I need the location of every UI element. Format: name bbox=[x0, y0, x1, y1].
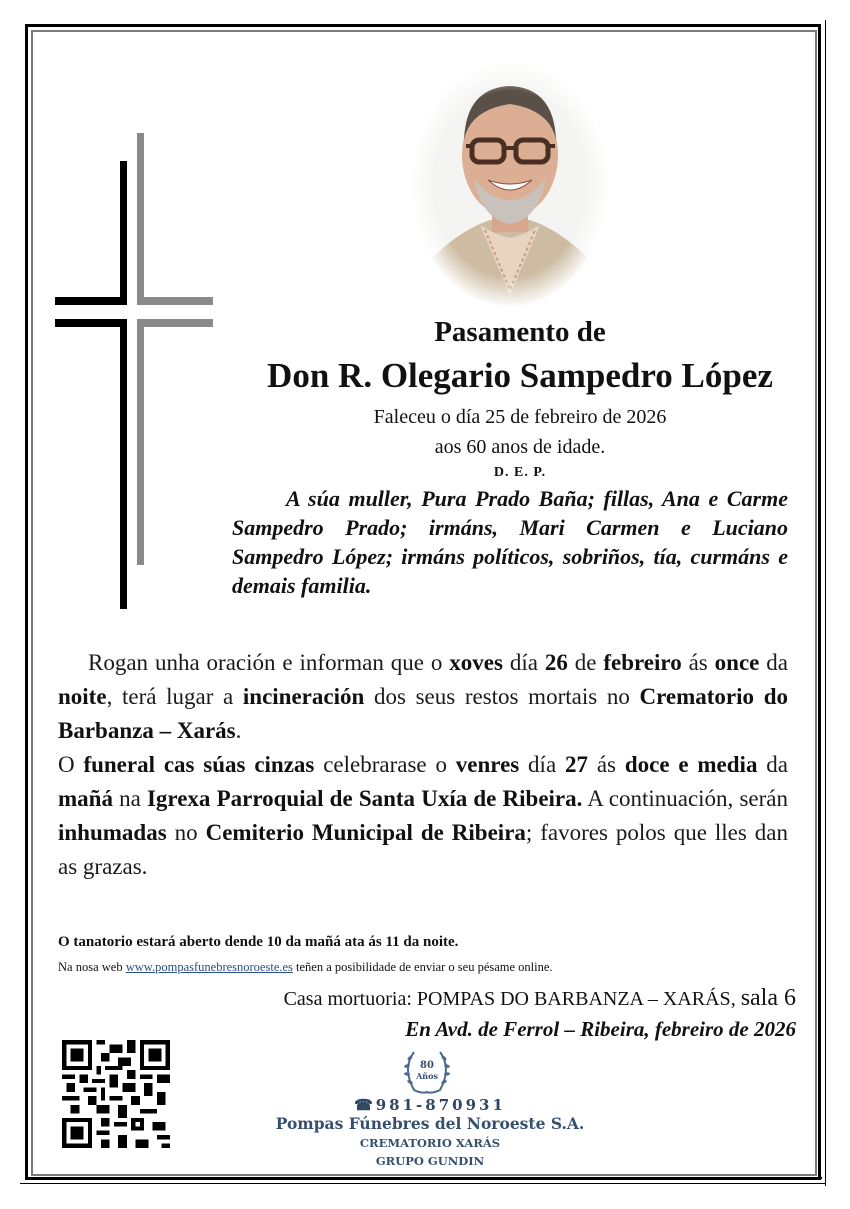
cross-icon bbox=[50, 125, 220, 615]
room-number: sala 6 bbox=[740, 985, 796, 1011]
death-date: Faleceu o día 25 de febreiro de 2026 bbox=[373, 406, 667, 428]
frame-line-right bbox=[825, 20, 826, 1186]
website-link[interactable]: www.pompasfunebresnoroeste.es bbox=[125, 960, 293, 974]
family-text: A súa muller, Pura Prado Baña; fillas, Ana e Carme Sampedro Prado; irmáns, Mari Carmen e Luciano Sampedro López; irmáns políticos, sobriños, tía, curmáns e demais familia. bbox=[232, 486, 788, 598]
service-details bbox=[58, 646, 788, 884]
anniversary-laurel-icon bbox=[398, 1046, 456, 1096]
cremation-paragraph: Rogan unha oración e informan que o xoves día 26 de febreiro ás once da noite, terá lugar a incineración dos seus restos mortais no Crematorio do Barbanza – Xarás. bbox=[58, 650, 788, 743]
qr-code-icon[interactable] bbox=[62, 1040, 170, 1148]
frame-shadow-bottom bbox=[28, 1177, 822, 1179]
family-mourners bbox=[232, 484, 788, 600]
funeral-home-name: POMPAS DO BARBANZA – XARÁS bbox=[416, 988, 731, 1010]
frame-shadow-right bbox=[819, 26, 821, 1180]
place-and-date: En Avd. de Ferrol – Ribeira, febreiro de 2026 bbox=[405, 1017, 796, 1041]
announcement-title: Pasamento de bbox=[434, 316, 606, 348]
funeral-paragraph: O funeral cas súas cinzas celebrarase o venres día 27 ás doce e media da mañá na Igrexa Parroquial de Santa Uxía de Ribeira. A continuación, serán inhumadas no Cemiterio Municipal de Ribeira; favores polos que lles dan as grazas. bbox=[58, 752, 789, 879]
funeral-home: Casa mortuoria: POMPAS DO BARBANZA – XARÁS, sala 6 bbox=[283, 985, 796, 1011]
svg-text:Años: Años bbox=[416, 1071, 438, 1081]
rip-abbreviation: D. E. P. bbox=[493, 465, 547, 480]
phone-icon: ☎ bbox=[354, 1096, 376, 1114]
age-at-death: aos 60 anos de idade. bbox=[434, 436, 606, 458]
group-name: GRUPO GUNDIN bbox=[375, 1154, 485, 1168]
frame-line-bottom bbox=[20, 1183, 826, 1184]
deceased-name: Don R. Olegario Sampedro López bbox=[267, 356, 773, 395]
portrait-photo bbox=[410, 60, 610, 308]
crematorio-name: CREMATORIO XARÁS bbox=[359, 1136, 501, 1150]
phone-number: ☎981-870931 bbox=[354, 1096, 506, 1114]
company-name: Pompas Fúnebres del Noroeste S.A. bbox=[275, 1114, 585, 1133]
tanatorio-hours: O tanatorio estará aberto dende 10 da mañá ata ás 11 da noite. bbox=[58, 934, 459, 950]
svg-text:80: 80 bbox=[420, 1060, 434, 1071]
online-condolence-note: Na nosa web www.pompasfunebresnoroeste.es teñen a posibilidade de enviar o seu pésame online. bbox=[58, 960, 553, 974]
